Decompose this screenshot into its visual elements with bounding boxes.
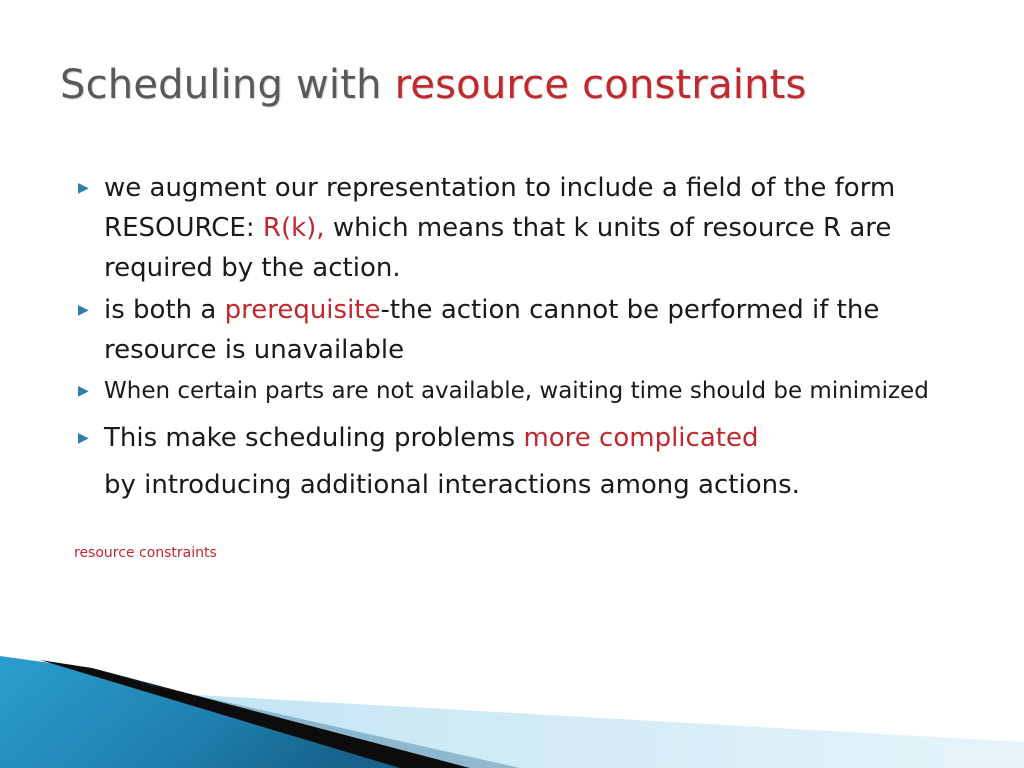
bullet-text: we augment our representation to include a field of the form RESOURCE: [104,173,896,243]
triangle-right-icon: ▶ [78,180,89,196]
title-accent: resource constraints [394,62,807,108]
bullet-text: by introducing additional interactions among actions. [104,470,800,500]
triangle-right-icon: ▶ [78,383,89,399]
bullet-highlight: prerequisite [224,295,381,325]
triangle-right-icon: ▶ [78,302,89,318]
footnote: resource constraints [74,545,217,561]
triangle-right-icon: ▶ [78,430,89,446]
bullet-highlight: R(k), [262,213,325,243]
bullet-text: When certain parts are not available, waiting time should be minimized [104,378,929,404]
bullet-text: is both a [104,295,225,325]
title-plain: Scheduling with [60,62,395,108]
bullet-text: This make scheduling problems [104,423,524,453]
bullet-highlight: more complicated [523,423,759,453]
bullet-text: which means that k units of resource R are required by the action. [104,213,892,283]
bullet-text: -the action cannot be performed if the resource is unavailable [104,295,880,365]
